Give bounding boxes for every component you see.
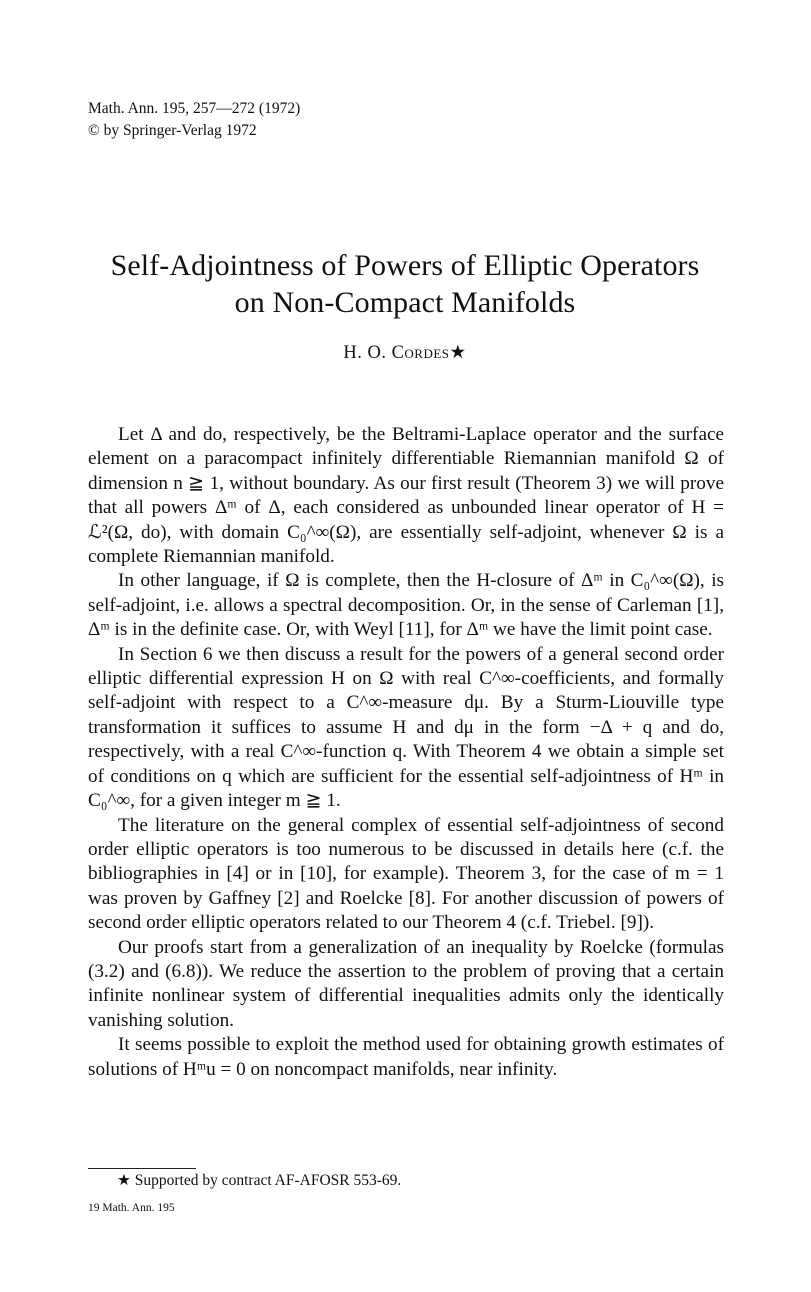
paper-title (40, 247, 770, 321)
author-line (40, 342, 770, 364)
paragraph-3: In Section 6 we then discuss a result for the powers of a general second order elliptic differential expression H on Ω with real C^∞-coefficients, and formally self-adjoint with respect to a C^∞-measure dμ. By a Sturm-Liouville type transformation it suffices to assume H and dμ in the form −Δ + q and do, respectively, with a real C^∞-function q. With Theorem 4 we obtain a simple set of conditions on q which are sufficient for the essential self-adjointness of Hᵐ in C₀^∞, for a given integer m ≧ 1. (88, 643, 724, 812)
title-line-1: Self-Adjointness of Powers of Elliptic Operators (110, 249, 700, 282)
journal-citation: Math. Ann. 195, 257—272 (1972) (88, 100, 301, 117)
page-folio: 19 Math. Ann. 195 (88, 1202, 175, 1214)
paragraph-2: In other language, if Ω is complete, then the H-closure of Δᵐ in C₀^∞(Ω), is self-adjoint, i.e. allows a spectral decomposition. Or, in the sense of Carleman [1], Δᵐ is in the definite case. Or, with Weyl [11], for Δᵐ we have the limit point case. (88, 570, 724, 641)
author-initials: H. O. (343, 343, 392, 363)
author-surname: Cordes (391, 343, 450, 363)
footnote-divider (88, 1168, 196, 1169)
paragraph-4: The literature on the general complex of essential self-adjointness of second order elliptic operators is too numerous to be discussed in details here (c.f. the bibliographies in [4] or in [10], for example). Theorem 3, for the case of m = 1 was proven by Gaffney [2] and Roelcke [8]. For another discussion of powers of second order elliptic operators related to our Theorem 4 (c.f. Triebel. [9]). (88, 814, 724, 934)
paper-body (88, 423, 724, 1082)
paragraph-6: It seems possible to exploit the method used for obtaining growth estimates of solutions of Hᵐu = 0 on noncompact manifolds, near infinity. (88, 1034, 724, 1080)
journal-header (88, 98, 300, 142)
paragraph-1: Let Δ and do, respectively, be the Beltrami-Laplace operator and the surface element on a paracompact infinitely differentiable Riemannian manifold Ω of dimension n ≧ 1, without boundary. As our first result (Theorem 3) we will prove that all powers Δᵐ of Δ, each considered as unbounded linear operator of H = ℒ²(Ω, do), with domain C₀^∞(Ω), are essentially self-adjoint, whenever Ω is a complete Riemannian manifold. (88, 424, 724, 568)
author-footnote-marker: ★ (449, 343, 467, 363)
paragraph-5: Our proofs start from a generalization of an inequality by Roelcke (formulas (3.2) and (6.8)). We reduce the assertion to the problem of proving that a certain infinite nonlinear system of differential inequalities admits only the identically vanishing solution. (88, 936, 724, 1031)
copyright-notice: © by Springer-Verlag 1972 (88, 122, 257, 139)
title-line-2: on Non-Compact Manifolds (234, 286, 576, 319)
footnote: ★ Supported by contract AF-AFOSR 553-69. (117, 1172, 402, 1189)
